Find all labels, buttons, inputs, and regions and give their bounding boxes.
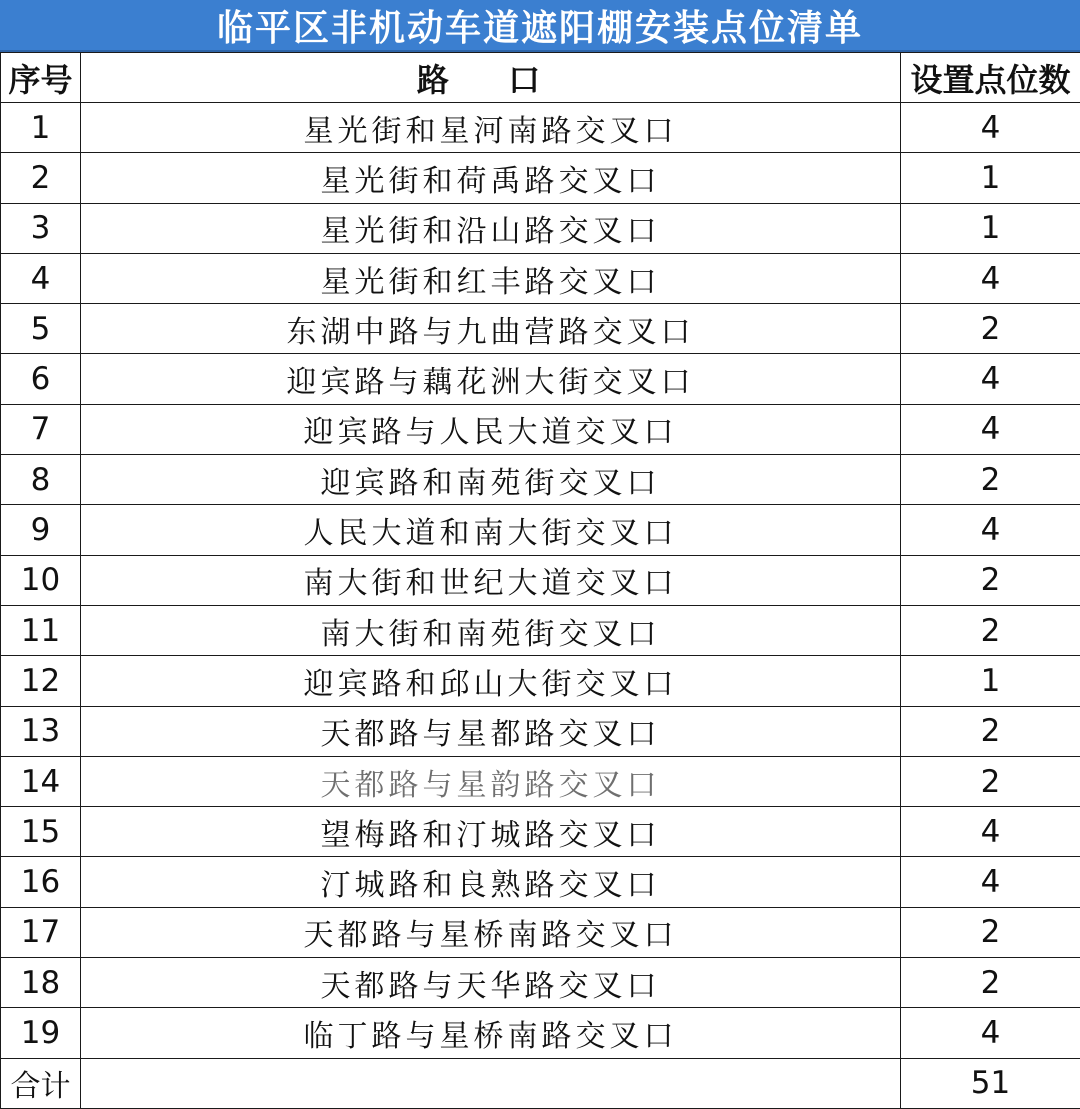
row-count: 2 [901,304,1080,354]
table-row [1,958,1080,1008]
document-title: 临平区非机动车道遮阳棚安装点位清单 [0,0,1080,52]
total-label: 合计 [1,1058,81,1108]
table-row [1,153,1080,203]
table-row [1,656,1080,706]
table-header-row [1,53,1080,103]
row-index: 7 [1,404,81,454]
row-intersection: 天都路与星桥南路交叉口 [81,907,901,957]
table-row [1,404,1080,454]
row-intersection: 星光街和沿山路交叉口 [81,203,901,253]
row-count: 2 [901,555,1080,605]
row-index: 2 [1,153,81,203]
row-intersection: 迎宾路和邱山大街交叉口 [81,656,901,706]
row-intersection: 南大街和世纪大道交叉口 [81,555,901,605]
row-intersection: 星光街和红丰路交叉口 [81,253,901,303]
row-intersection: 临丁路与星桥南路交叉口 [81,1008,901,1058]
table-row [1,253,1080,303]
row-intersection: 汀城路和良熟路交叉口 [81,857,901,907]
row-index: 19 [1,1008,81,1058]
table-row [1,203,1080,253]
row-intersection: 天都路与星都路交叉口 [81,706,901,756]
row-index: 11 [1,605,81,655]
row-intersection: 东湖中路与九曲营路交叉口 [81,304,901,354]
total-intersection [81,1058,901,1108]
table-row [1,756,1080,806]
row-intersection: 南大街和南苑街交叉口 [81,605,901,655]
row-index: 9 [1,505,81,555]
row-count: 2 [901,706,1080,756]
table-row [1,304,1080,354]
table-row [1,605,1080,655]
row-count: 1 [901,153,1080,203]
row-count: 4 [901,404,1080,454]
row-index: 1 [1,103,81,153]
row-intersection: 迎宾路与藕花洲大街交叉口 [81,354,901,404]
row-index: 3 [1,203,81,253]
row-intersection: 星光街和荷禹路交叉口 [81,153,901,203]
row-count: 1 [901,203,1080,253]
header-intersection: 路 口 [81,53,901,103]
row-intersection: 望梅路和汀城路交叉口 [81,807,901,857]
row-count: 4 [901,354,1080,404]
row-index: 4 [1,253,81,303]
row-count: 2 [901,907,1080,957]
row-intersection: 星光街和星河南路交叉口 [81,103,901,153]
row-count: 2 [901,605,1080,655]
row-index: 5 [1,304,81,354]
row-intersection: 迎宾路和南苑街交叉口 [81,455,901,505]
row-count: 4 [901,807,1080,857]
row-intersection: 天都路与天华路交叉口 [81,958,901,1008]
row-count: 4 [901,253,1080,303]
header-index: 序号 [1,53,81,103]
row-index: 14 [1,756,81,806]
row-count: 4 [901,1008,1080,1058]
table-row [1,857,1080,907]
table-row [1,807,1080,857]
row-index: 6 [1,354,81,404]
table-row [1,555,1080,605]
row-count: 2 [901,756,1080,806]
row-index: 16 [1,857,81,907]
row-count: 4 [901,505,1080,555]
row-index: 17 [1,907,81,957]
row-count: 2 [901,958,1080,1008]
header-count: 设置点位数 [901,53,1080,103]
table-row [1,505,1080,555]
row-count: 4 [901,857,1080,907]
row-index: 15 [1,807,81,857]
row-index: 10 [1,555,81,605]
row-intersection: 人民大道和南大街交叉口 [81,505,901,555]
table-row [1,455,1080,505]
row-index: 18 [1,958,81,1008]
row-intersection: 迎宾路与人民大道交叉口 [81,404,901,454]
row-count: 1 [901,656,1080,706]
row-intersection: 天都路与星韵路交叉口 [81,756,901,806]
table-row [1,706,1080,756]
table-row [1,1008,1080,1058]
intersection-table [0,52,1080,1109]
row-index: 8 [1,455,81,505]
table-row [1,354,1080,404]
table-row [1,907,1080,957]
total-row [1,1058,1080,1108]
row-count: 2 [901,455,1080,505]
row-count: 4 [901,103,1080,153]
row-index: 13 [1,706,81,756]
total-count: 51 [901,1058,1080,1108]
table-row [1,103,1080,153]
row-index: 12 [1,656,81,706]
